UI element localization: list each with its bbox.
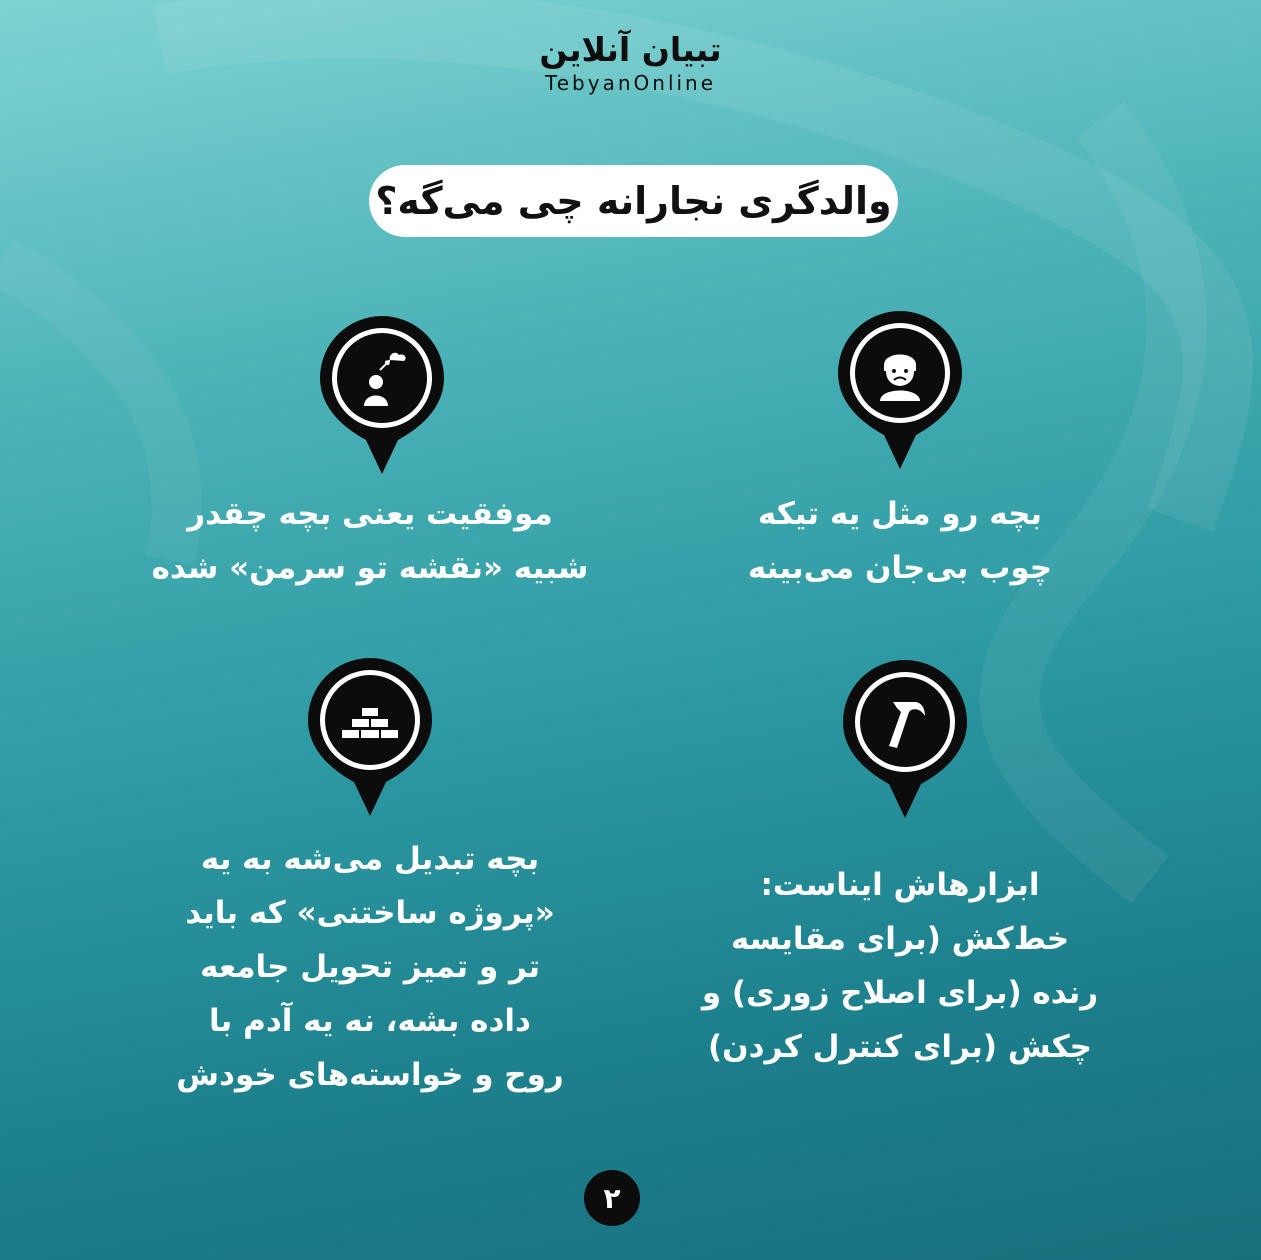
card4-line3: تر و تمیز تحویل جامعه bbox=[200, 949, 540, 985]
card3-line1: ابزارهاش ایناست: bbox=[760, 867, 1040, 903]
logo-latin: TebyanOnline bbox=[544, 71, 717, 95]
card2-line1: موفقیت یعنی بچه چقدر bbox=[187, 496, 553, 532]
pin-hammer bbox=[843, 660, 967, 818]
sad-child-icon bbox=[870, 343, 930, 403]
title-pill bbox=[369, 165, 898, 237]
card3-line2: خط‌کش (برای مقایسه bbox=[730, 921, 1070, 957]
brand-logo bbox=[0, 30, 1261, 96]
pin-bricks bbox=[308, 658, 432, 816]
card-text-4 bbox=[150, 832, 590, 1102]
card4-line1: بچه تبدیل می‌شه به یه bbox=[200, 841, 540, 877]
page-title: والدگری نجارانه چی می‌گه؟ bbox=[375, 179, 892, 223]
bricks-icon bbox=[340, 690, 400, 750]
card3-line3: رنده (برای اصلاح زوری) و bbox=[701, 975, 1099, 1011]
card4-line2: «پروژه ساختنی» که باید bbox=[185, 895, 555, 931]
card1-line1: بچه رو مثل یه تیکه bbox=[757, 496, 1043, 532]
person-dream-cloud-icon bbox=[352, 348, 412, 408]
card-text-3 bbox=[690, 858, 1110, 1074]
pin-person-dream bbox=[320, 316, 444, 474]
card-text-1 bbox=[700, 487, 1100, 595]
page-number: ۲ bbox=[584, 1170, 640, 1226]
pin-sad-child bbox=[838, 311, 962, 469]
card3-line4: چکش (برای کنترل کردن) bbox=[707, 1029, 1093, 1065]
card4-line4: داده بشه، نه یه آدم با bbox=[209, 1003, 531, 1039]
card4-line5: روح و خواسته‌های خودش bbox=[176, 1057, 564, 1093]
logo-persian: تبیان آنلاین bbox=[539, 30, 722, 69]
card2-line2: شبیه «نقشه تو سرمن» شده bbox=[151, 550, 589, 586]
card-text-2 bbox=[150, 487, 590, 595]
card1-line2: چوب بی‌جان می‌بینه bbox=[747, 550, 1053, 586]
hammer-icon bbox=[875, 692, 935, 752]
